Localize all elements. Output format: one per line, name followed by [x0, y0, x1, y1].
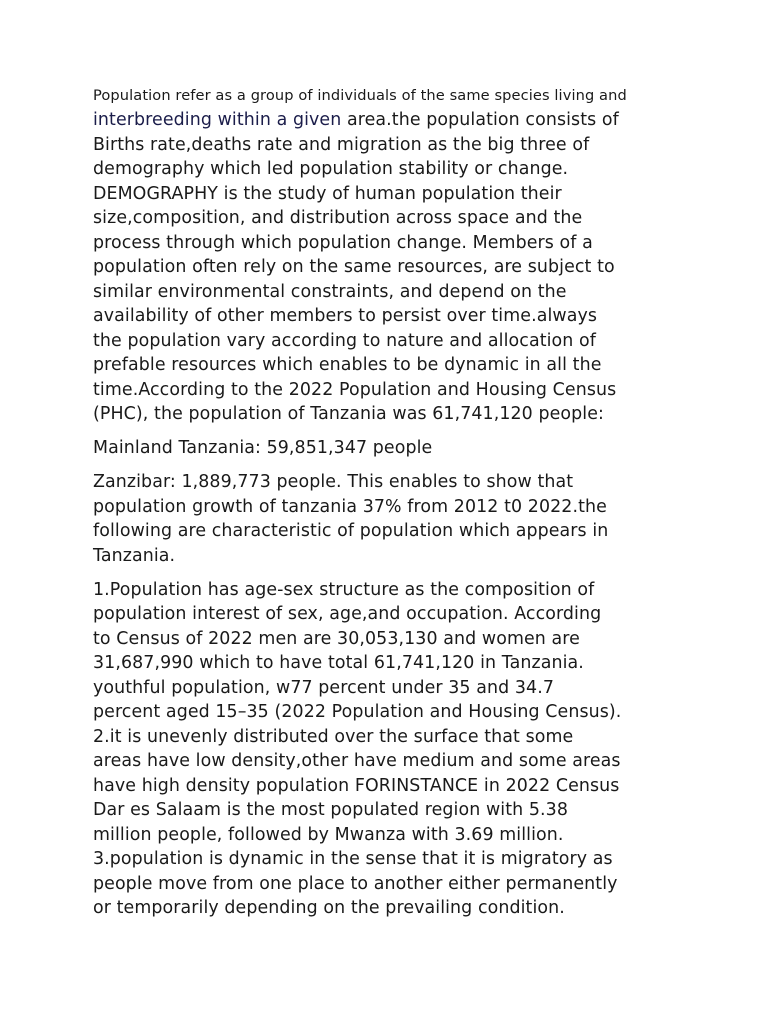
intro-line-13: (PHC), the population of Tanzania was 61,741,120 people:	[93, 404, 604, 424]
characteristics-line-5: youthful population, w77 percent under 35 and 34.7	[93, 677, 554, 698]
characteristics-line-7: 2.it is unevenly distributed over the surface that some	[93, 726, 574, 747]
characteristics-line-9: have high density population FORINSTANCE in 2022 Census	[93, 775, 620, 796]
mainland-line: Mainland Tanzania: 59,851,347 people	[93, 438, 433, 458]
characteristics-line-13: people move from one place to another either permanently	[93, 873, 618, 894]
characteristics-line-2: population interest of sex, age,and occupation. According	[93, 604, 602, 624]
zanzibar-line-3: following are characteristic of population which appears in	[93, 521, 609, 541]
intro-line-4: DEMOGRAPHY is the study of human population their	[93, 183, 562, 204]
zanzibar-line-4: Tanzania.	[93, 545, 176, 566]
intro-line-12: time.According to the 2022 Population and Housing Census	[93, 379, 617, 400]
intro-line-1-rest: area.the population consists of	[341, 110, 619, 130]
zanzibar-line-1: Zanzibar: 1,889,773 people. This enables to show that	[93, 472, 574, 492]
intro-line-2: Births rate,deaths rate and migration as the big three of	[93, 134, 590, 155]
characteristics-line-8: areas have low density,other have medium and some areas	[93, 751, 621, 771]
document-page	[93, 86, 683, 921]
intro-line-7: population often rely on the same resources, are subject to	[93, 257, 615, 277]
intro-line-8: similar environmental constraints, and depend on the	[93, 281, 567, 302]
paragraph-gap	[93, 568, 683, 578]
intro-line-3: demography which led population stability or change.	[93, 159, 569, 179]
characteristics-line-14: or temporarily depending on the prevailing condition.	[93, 898, 565, 918]
intro-line-1	[93, 108, 683, 133]
characteristics-line-12: 3.population is dynamic in the sense that it is migratory as	[93, 849, 613, 869]
intro-first-line: Population refer as a group of individuals of the same species living and	[93, 87, 627, 104]
intro-line-6: process through which population change. Members of a	[93, 232, 593, 253]
intro-line-9: availability of other members to persist over time.always	[93, 306, 598, 326]
intro-line-10: the population vary according to nature and allocation of	[93, 330, 597, 351]
paragraph-gap	[93, 461, 683, 471]
characteristics-line-4: 31,687,990 which to have total 61,741,120 in Tanzania.	[93, 653, 584, 673]
characteristics-line-10: Dar es Salaam is the most populated region with 5.38	[93, 800, 568, 820]
intro-line-5: size,composition, and distribution across space and the	[93, 208, 583, 228]
intro-line-11: prefable resources which enables to be dynamic in all the	[93, 355, 602, 375]
intro-highlight: interbreeding within a given	[93, 110, 342, 130]
zanzibar-line-2: population growth of tanzania 37% from 2012 t0 2022.the	[93, 496, 607, 517]
characteristics-line-1: 1.Population has age-sex structure as the composition of	[93, 579, 595, 600]
characteristics-line-6: percent aged 15–35 (2022 Population and Housing Census).	[93, 702, 622, 722]
characteristics-line-11: million people, followed by Mwanza with 3.69 million.	[93, 824, 564, 845]
characteristics-line-3: to Census of 2022 men are 30,053,130 and women are	[93, 628, 580, 649]
paragraph-gap	[93, 427, 683, 437]
